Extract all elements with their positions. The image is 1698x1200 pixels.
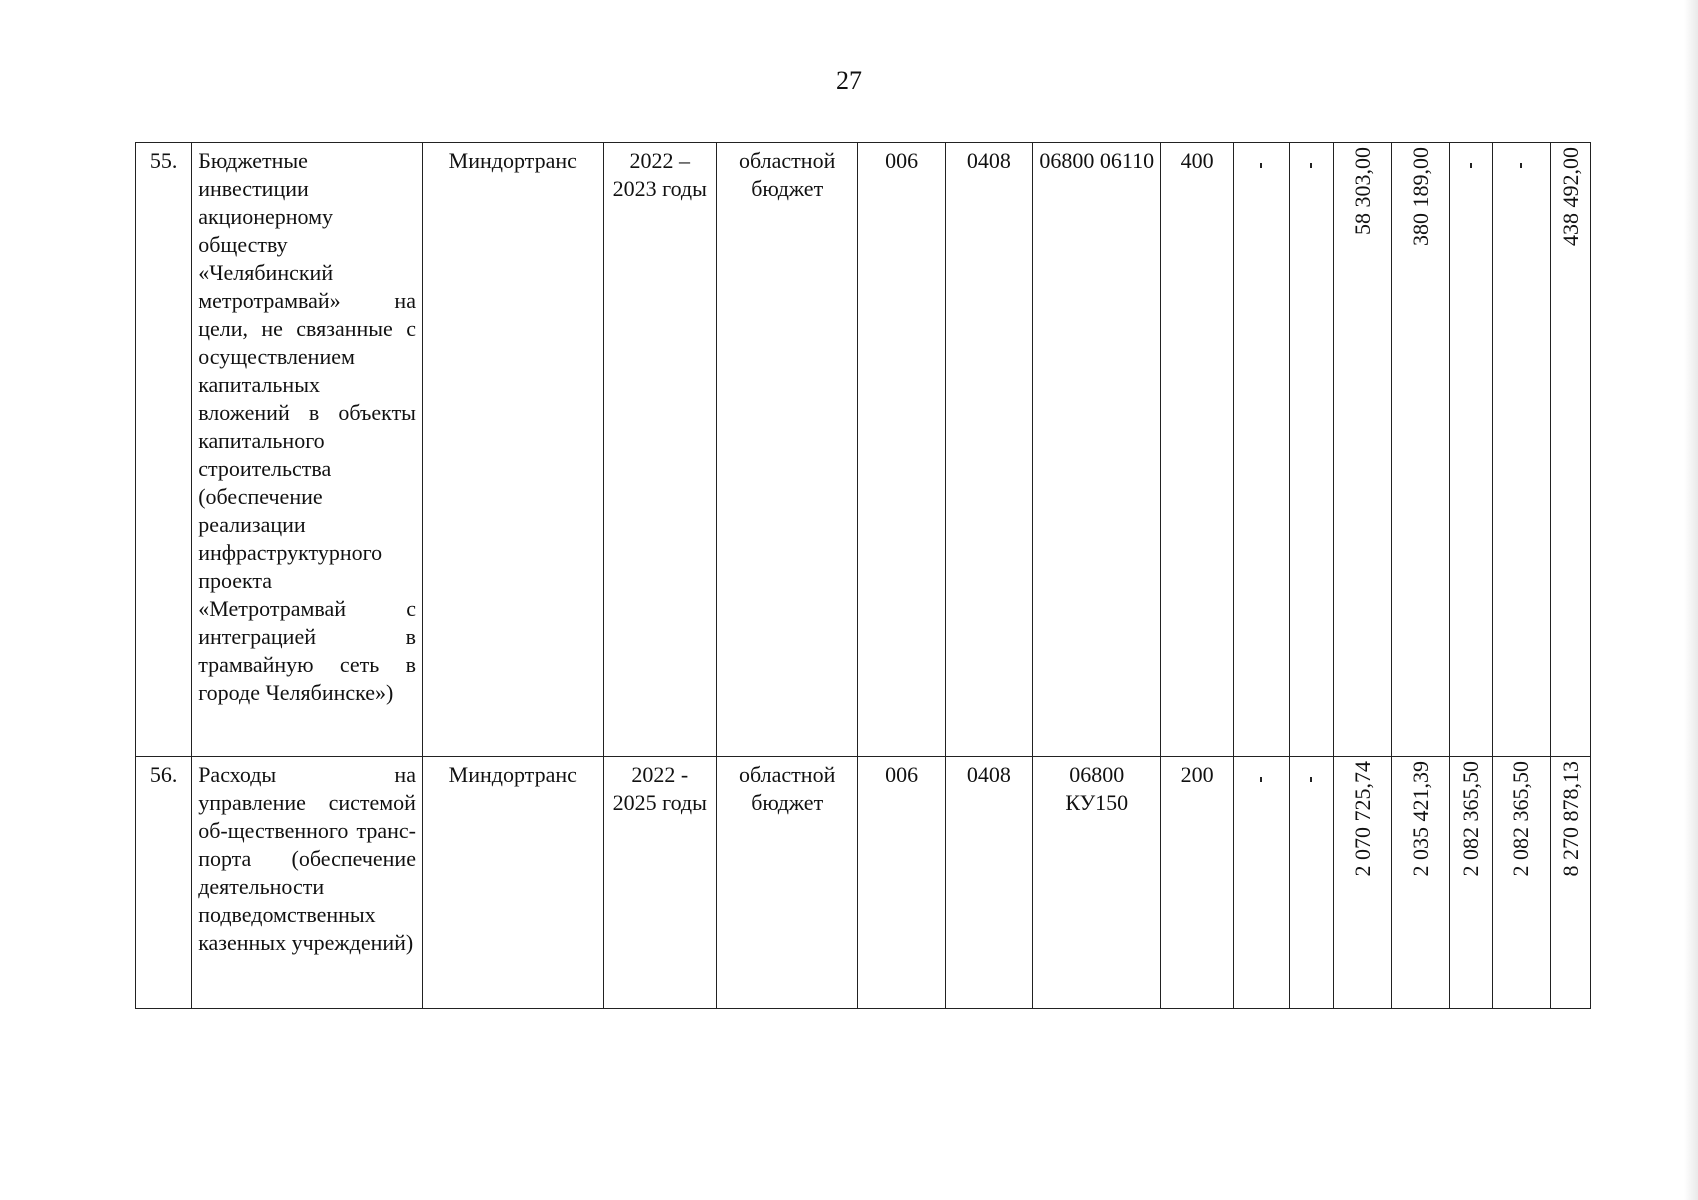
row-total bbox=[1550, 757, 1590, 1009]
row-value-6 bbox=[1492, 143, 1550, 757]
row-description: Расходы на управление системой об-щественного транс-порта (обеспечение деятельности подведомственных казенных учреждений) bbox=[192, 757, 423, 1009]
row-value-6 bbox=[1492, 757, 1550, 1009]
row-period: 2022 - 2025 годы bbox=[603, 757, 716, 1009]
row-value-4-text: 2 035 421,39 bbox=[1407, 761, 1433, 877]
row-grbs: 006 bbox=[858, 143, 945, 757]
empty-mark bbox=[1260, 163, 1262, 168]
row-rzpr: 0408 bbox=[945, 757, 1032, 1009]
row-value-4-text: 380 189,00 bbox=[1407, 147, 1433, 246]
row-total bbox=[1550, 143, 1590, 757]
table-row bbox=[136, 757, 1591, 1009]
row-grbs: 006 bbox=[858, 757, 945, 1009]
row-value-3 bbox=[1334, 143, 1392, 757]
row-description: Бюджетные инвестиции акционерному обществу «Челябинский метротрамвай» на цели, не связанные с осуществлением капитальных вложений в объекты капитального строительства (обеспечение реализации инфраструктурного проекта «Метротрамвай с интеграцией в трамвайную сеть в городе Челябинске») bbox=[192, 143, 423, 757]
row-value-1 bbox=[1233, 757, 1289, 1009]
row-value-1 bbox=[1233, 143, 1289, 757]
page-number: 27 bbox=[836, 66, 862, 95]
row-executor: Миндортранс bbox=[422, 143, 603, 757]
row-executor: Миндортранс bbox=[422, 757, 603, 1009]
row-value-4 bbox=[1392, 757, 1450, 1009]
row-source: областной бюджет bbox=[716, 143, 857, 757]
row-total-text: 438 492,00 bbox=[1557, 147, 1583, 246]
row-value-3 bbox=[1334, 757, 1392, 1009]
row-vr: 200 bbox=[1161, 757, 1233, 1009]
row-value-4 bbox=[1392, 143, 1450, 757]
row-value-2 bbox=[1289, 757, 1333, 1009]
row-number: 56. bbox=[136, 757, 192, 1009]
row-value-5 bbox=[1450, 757, 1492, 1009]
row-value-5-text: 2 082 365,50 bbox=[1457, 761, 1483, 877]
row-csr: 06800 КУ150 bbox=[1033, 757, 1161, 1009]
empty-mark bbox=[1310, 163, 1312, 168]
row-rzpr: 0408 bbox=[945, 143, 1032, 757]
row-value-6-text: 2 082 365,50 bbox=[1508, 761, 1534, 877]
empty-mark bbox=[1520, 163, 1522, 168]
empty-mark bbox=[1260, 777, 1262, 782]
row-value-3-text: 2 070 725,74 bbox=[1349, 761, 1375, 877]
empty-mark bbox=[1470, 163, 1472, 168]
row-vr: 400 bbox=[1161, 143, 1233, 757]
row-value-2 bbox=[1289, 143, 1333, 757]
row-value-3-text: 58 303,00 bbox=[1349, 147, 1375, 235]
row-period: 2022 – 2023 годы bbox=[603, 143, 716, 757]
row-value-5 bbox=[1450, 143, 1492, 757]
table-row bbox=[136, 143, 1591, 757]
scan-edge-shadow bbox=[1684, 0, 1698, 1200]
row-source: областной бюджет bbox=[716, 757, 857, 1009]
row-total-text: 8 270 878,13 bbox=[1557, 761, 1583, 877]
row-csr: 06800 06110 bbox=[1033, 143, 1161, 757]
row-number: 55. bbox=[136, 143, 192, 757]
budget-table bbox=[135, 142, 1591, 1009]
empty-mark bbox=[1310, 777, 1312, 782]
